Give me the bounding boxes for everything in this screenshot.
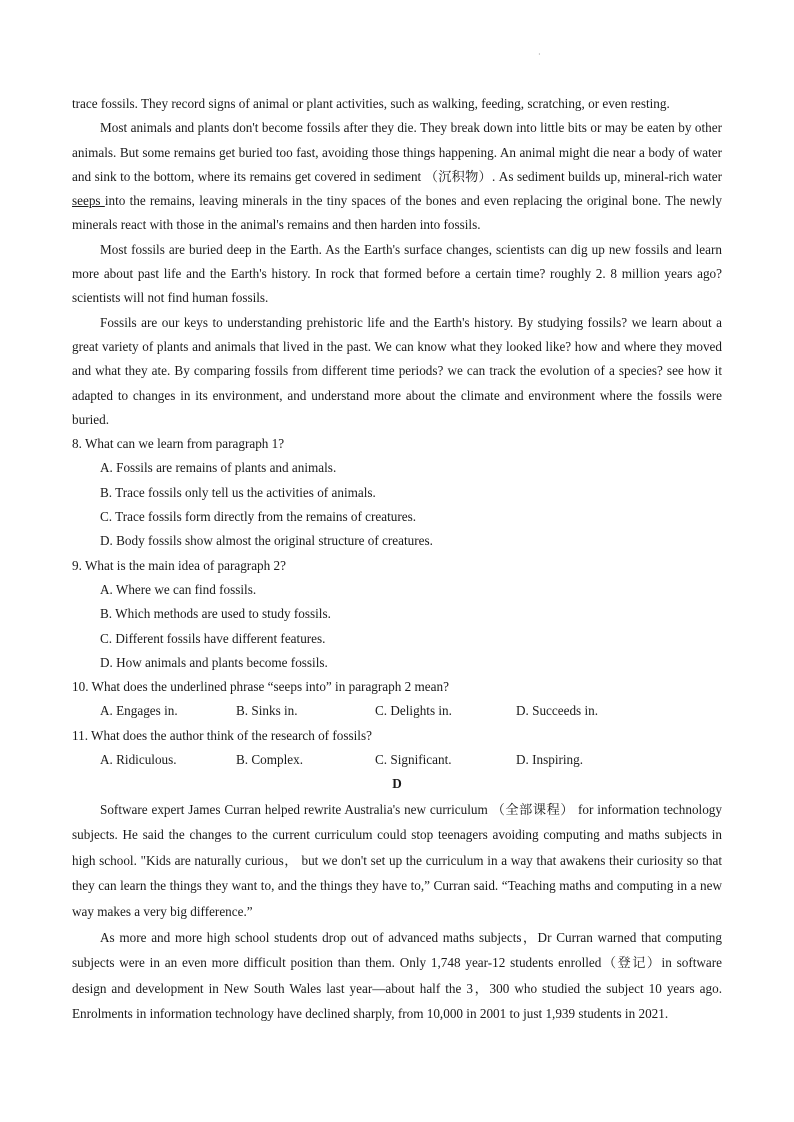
question-10-option-b: B. Sinks in.	[236, 703, 298, 719]
question-11-options	[72, 748, 722, 772]
passage-d-title: D	[392, 776, 402, 792]
question-11	[72, 724, 722, 773]
passage-d-paragraph-1: Software expert James Curran helped rewrite Australia's new curriculum （全部课程） for information technology subjects. He said the changes to the current curriculum could stop teenagers avoiding computing and maths subjects in high school. "Kids are naturally curious， but we don't set up the curriculum in a way that awakens their curiosity so that they can learn the things they want to, and the things they have to,” Curran said. “Teaching maths and computing in a new way makes a very big difference.”	[72, 801, 722, 919]
question-11-stem: 11. What does the author think of the research of fossils?	[72, 727, 372, 743]
passage-c-paragraph-0: trace fossils. They record signs of animal or plant activities, such as walking, feeding, scratching, or even resting.	[72, 96, 670, 111]
underlined-phrase-seeps: seeps	[72, 193, 105, 209]
question-8-option-a: A. Fossils are remains of plants and animals.	[100, 460, 337, 476]
question-11-option-b: B. Complex.	[236, 752, 304, 768]
question-8-stem: 8. What can we learn from paragraph 1?	[72, 436, 285, 452]
question-10-stem: 10. What does the underlined phrase “seeps into” in paragraph 2 mean?	[72, 679, 449, 695]
question-10-option-c: C. Delights in.	[375, 703, 452, 719]
passage-c-paragraph-1	[72, 116, 722, 237]
passage-c	[72, 92, 722, 432]
question-8-option-c: C. Trace fossils form directly from the remains of creatures.	[100, 509, 417, 525]
question-11-option-c: C. Significant.	[375, 752, 452, 768]
question-9	[72, 554, 722, 675]
question-11-option-d: D. Inspiring.	[516, 752, 584, 768]
question-8-option-d: D. Body fossils show almost the original structure of creatures.	[100, 533, 433, 549]
question-9-option-b: B. Which methods are used to study fossils.	[100, 606, 331, 622]
question-10	[72, 675, 722, 724]
question-10-options	[72, 699, 722, 723]
document-page	[72, 92, 722, 1027]
question-11-option-a: A. Ridiculous.	[100, 752, 177, 768]
page-mark: ·	[538, 50, 541, 59]
question-9-option-d: D. How animals and plants become fossils.	[100, 654, 328, 670]
passage-d	[72, 772, 722, 1027]
passage-c-paragraph-2: Most fossils are buried deep in the Earth. As the Earth's surface changes, scientists can dig up new fossils and learn more about past life and the Earth's history. In rock that formed before a certain time? roughly 2. 8 million years ago? scientists will not find human fossils.	[72, 241, 722, 306]
question-9-option-c: C. Different fossils have different features.	[100, 630, 326, 646]
passage-c-paragraph-3: Fossils are our keys to understanding prehistoric life and the Earth's history. By studying fossils? we learn about a great variety of plants and animals that lived in the past. We can know what they looked like? how and where they moved and what they ate. By comparing fossils from different time periods? we can track the evolution of a species? see how it adapted to changes in its environment, and understand more about the climate and environment where the fossils were buried.	[72, 314, 722, 427]
question-9-option-a: A. Where we can find fossils.	[100, 581, 257, 597]
passage-d-paragraph-2: As more and more high school students drop out of advanced maths subjects，Dr Curran warned that computing subjects were in an even more difficult position than them. Only 1,748 year-12 students enrolled（登记）in software design and development in New South Wales last year—about half the 3，300 who studied the subject 10 years ago. Enrolments in information technology have declined sharply, from 10,000 in 2001 to just 1,939 students in 2021.	[72, 929, 722, 1022]
question-8-option-b: B. Trace fossils only tell us the activities of animals.	[100, 484, 376, 500]
question-9-stem: 9. What is the main idea of paragraph 2?	[72, 557, 286, 573]
question-8	[72, 432, 722, 553]
paragraph-1-text-before: Most animals and plants don't become fossils after they die. They break down into little bits or may be eaten by other animals. But some remains get buried too fast, avoiding those things happening. An animal might die near a body of water and sink to the bottom, where its remains get covered in sediment （沉积物）. As sediment builds up, mineral-rich water	[72, 120, 722, 184]
question-10-option-d: D. Succeeds in.	[516, 703, 599, 719]
question-10-option-a: A. Engages in.	[100, 703, 178, 719]
paragraph-1-text-after: into the remains, leaving minerals in the tiny spaces of the bones and even replacing the original bone. The newly minerals react with those in the animal's remains and then harden into fossils.	[72, 193, 722, 233]
